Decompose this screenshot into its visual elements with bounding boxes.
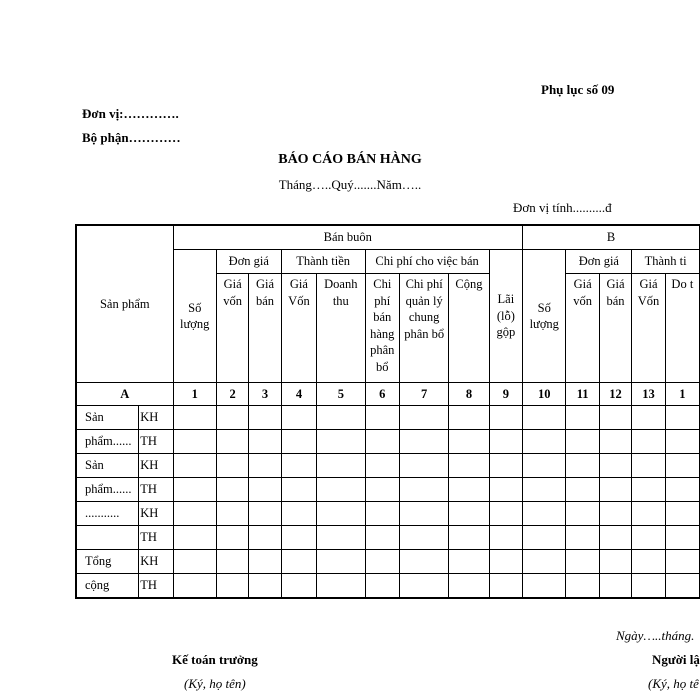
- cost-value-col-header-2: Giá Vốn: [632, 274, 666, 383]
- data-cell[interactable]: [249, 502, 281, 526]
- data-cell[interactable]: [173, 574, 216, 599]
- data-cell[interactable]: [665, 478, 699, 502]
- data-cell[interactable]: [632, 526, 666, 550]
- data-cell[interactable]: [400, 406, 449, 430]
- index-cell: 3: [249, 383, 281, 406]
- data-cell[interactable]: [599, 502, 631, 526]
- data-cell[interactable]: [400, 502, 449, 526]
- unit-field: Đơn vị:………….: [82, 106, 179, 121]
- data-cell[interactable]: [400, 430, 449, 454]
- data-cell[interactable]: [365, 526, 400, 550]
- data-cell[interactable]: [599, 430, 631, 454]
- index-cell: 7: [400, 383, 449, 406]
- product-name: [76, 526, 139, 550]
- amount-subgroup-header: Thành tiền: [281, 250, 365, 274]
- data-cell[interactable]: [365, 574, 400, 599]
- data-cell[interactable]: [400, 454, 449, 478]
- retail-group-header: B: [523, 225, 700, 250]
- data-cell[interactable]: [449, 502, 489, 526]
- sale-price-col-header: Giá bán: [249, 274, 281, 383]
- data-cell[interactable]: [281, 430, 316, 454]
- data-cell[interactable]: [216, 502, 248, 526]
- data-cell[interactable]: [665, 574, 699, 599]
- product-name: Sản: [76, 406, 139, 430]
- column-index-row: [76, 383, 700, 406]
- currency-unit: Đơn vị tính..........đ: [513, 200, 612, 215]
- data-cell[interactable]: [632, 454, 666, 478]
- data-cell[interactable]: [566, 550, 599, 574]
- data-cell[interactable]: [400, 550, 449, 574]
- actual-code: TH: [139, 430, 173, 454]
- data-cell[interactable]: [489, 574, 522, 599]
- index-cell: 5: [317, 383, 365, 406]
- product-name: phẩm......: [76, 430, 139, 454]
- data-cell[interactable]: [449, 478, 489, 502]
- data-cell[interactable]: [632, 478, 666, 502]
- data-cell[interactable]: [281, 574, 316, 599]
- selling-cost-col-header: Chi phí bán hàng phân bổ: [365, 274, 400, 383]
- report-date: Ngày…..tháng.: [616, 628, 695, 643]
- data-cell[interactable]: [400, 478, 449, 502]
- revenue-col-header-2: Do t: [665, 274, 699, 383]
- actual-code: TH: [139, 574, 173, 599]
- total-cost-col-header: Cộng: [449, 274, 489, 383]
- data-cell[interactable]: [566, 454, 599, 478]
- table-row: [76, 406, 700, 430]
- data-cell[interactable]: [523, 478, 566, 502]
- data-cell[interactable]: [216, 454, 248, 478]
- index-cell: 4: [281, 383, 316, 406]
- data-cell[interactable]: [566, 502, 599, 526]
- cost-price-col-header: Giá vốn: [216, 274, 248, 383]
- unit-price-subgroup-header: Đơn giá: [216, 250, 281, 274]
- table-row: [76, 478, 700, 502]
- unit-price-subgroup-header-2: Đơn giá: [566, 250, 632, 274]
- data-cell[interactable]: [632, 550, 666, 574]
- data-cell[interactable]: [489, 430, 522, 454]
- quantity-col-header: Số lượng: [173, 250, 216, 383]
- data-cell[interactable]: [317, 478, 365, 502]
- department-field: Bộ phận…………: [82, 130, 181, 145]
- data-cell[interactable]: [523, 526, 566, 550]
- product-name: Sản: [76, 454, 139, 478]
- data-cell[interactable]: [599, 478, 631, 502]
- data-cell[interactable]: [449, 430, 489, 454]
- data-cell[interactable]: [566, 574, 599, 599]
- data-cell[interactable]: [449, 406, 489, 430]
- index-cell: 6: [365, 383, 400, 406]
- table-row: [76, 502, 700, 526]
- data-cell[interactable]: [281, 502, 316, 526]
- revenue-col-header: Doanh thu: [317, 274, 365, 383]
- data-cell[interactable]: [665, 406, 699, 430]
- data-cell[interactable]: [216, 478, 248, 502]
- chief-accountant-signature-note: (Ký, họ tên): [184, 676, 246, 691]
- data-cell[interactable]: [173, 406, 216, 430]
- data-cell[interactable]: [449, 526, 489, 550]
- data-cell[interactable]: [317, 406, 365, 430]
- index-cell: 1: [665, 383, 699, 406]
- data-cell[interactable]: [523, 574, 566, 599]
- data-cell[interactable]: [216, 574, 248, 599]
- data-cell[interactable]: [249, 406, 281, 430]
- data-cell[interactable]: [400, 574, 449, 599]
- data-cell[interactable]: [632, 406, 666, 430]
- gross-profit-col-header: Lãi (lỗ) gộp: [489, 250, 522, 383]
- actual-code: TH: [139, 526, 173, 550]
- sales-report-table: [75, 224, 700, 599]
- data-cell[interactable]: [249, 526, 281, 550]
- data-cell[interactable]: [489, 550, 522, 574]
- data-cell[interactable]: [365, 502, 400, 526]
- data-cell[interactable]: [599, 574, 631, 599]
- total-label: Tổng: [76, 550, 139, 574]
- data-cell[interactable]: [317, 526, 365, 550]
- data-cell[interactable]: [281, 406, 316, 430]
- data-cell[interactable]: [632, 574, 666, 599]
- table-row: [76, 430, 700, 454]
- table-row: [76, 454, 700, 478]
- data-cell[interactable]: [665, 502, 699, 526]
- data-cell[interactable]: [566, 478, 599, 502]
- data-cell[interactable]: [317, 430, 365, 454]
- data-cell[interactable]: [365, 550, 400, 574]
- data-cell[interactable]: [281, 526, 316, 550]
- data-cell[interactable]: [281, 478, 316, 502]
- data-cell[interactable]: [173, 478, 216, 502]
- data-cell[interactable]: [281, 550, 316, 574]
- data-cell[interactable]: [523, 454, 566, 478]
- chief-accountant-title: Kế toán trưởng: [172, 652, 258, 667]
- plan-code: KH: [139, 550, 173, 574]
- data-cell[interactable]: [665, 526, 699, 550]
- data-cell[interactable]: [632, 430, 666, 454]
- data-cell[interactable]: [216, 406, 248, 430]
- data-cell[interactable]: [489, 502, 522, 526]
- index-cell: 12: [599, 383, 631, 406]
- data-cell[interactable]: [216, 526, 248, 550]
- data-cell[interactable]: [317, 502, 365, 526]
- sale-price-col-header-2: Giá bán: [599, 274, 631, 383]
- data-cell[interactable]: [365, 406, 400, 430]
- data-cell[interactable]: [665, 430, 699, 454]
- data-cell[interactable]: [173, 502, 216, 526]
- actual-code: TH: [139, 478, 173, 502]
- data-cell[interactable]: [365, 454, 400, 478]
- product-name: phẩm......: [76, 478, 139, 502]
- data-cell[interactable]: [365, 478, 400, 502]
- data-cell[interactable]: [489, 454, 522, 478]
- table-row: [76, 526, 700, 550]
- data-cell[interactable]: [216, 430, 248, 454]
- plan-code: KH: [139, 454, 173, 478]
- data-cell[interactable]: [665, 550, 699, 574]
- data-cell[interactable]: [173, 430, 216, 454]
- data-cell[interactable]: [523, 406, 566, 430]
- table-row: [76, 550, 700, 574]
- data-cell[interactable]: [281, 454, 316, 478]
- data-cell[interactable]: [599, 406, 631, 430]
- data-cell[interactable]: [400, 526, 449, 550]
- data-cell[interactable]: [566, 430, 599, 454]
- data-cell[interactable]: [599, 454, 631, 478]
- data-cell[interactable]: [249, 430, 281, 454]
- wholesale-group-header: Bán buôn: [173, 225, 523, 250]
- data-cell[interactable]: [489, 526, 522, 550]
- total-label: cộng: [76, 574, 139, 599]
- preparer-title: Người lậ: [652, 652, 700, 667]
- data-cell[interactable]: [365, 430, 400, 454]
- data-cell[interactable]: [317, 550, 365, 574]
- data-cell[interactable]: [599, 526, 631, 550]
- data-cell[interactable]: [249, 574, 281, 599]
- index-cell: 1: [173, 383, 216, 406]
- admin-cost-col-header: Chi phí quản lý chung phân bổ: [400, 274, 449, 383]
- index-cell: 8: [449, 383, 489, 406]
- data-cell[interactable]: [665, 454, 699, 478]
- index-cell: 13: [632, 383, 666, 406]
- data-cell[interactable]: [449, 550, 489, 574]
- product-name: ...........: [76, 502, 139, 526]
- data-cell[interactable]: [216, 550, 248, 574]
- report-period: Tháng…..Quý.......Năm…..: [278, 177, 422, 192]
- data-cell[interactable]: [449, 454, 489, 478]
- data-cell[interactable]: [249, 454, 281, 478]
- index-cell: A: [76, 383, 173, 406]
- data-cell[interactable]: [599, 550, 631, 574]
- data-cell[interactable]: [317, 574, 365, 599]
- cost-price-col-header-2: Giá vốn: [566, 274, 599, 383]
- index-cell: 11: [566, 383, 599, 406]
- data-cell[interactable]: [449, 574, 489, 599]
- report-title: BÁO CÁO BÁN HÀNG: [278, 152, 422, 167]
- quantity-col-header-2: Số lượng: [523, 250, 566, 383]
- data-cell[interactable]: [632, 502, 666, 526]
- data-cell[interactable]: [523, 502, 566, 526]
- data-cell[interactable]: [489, 478, 522, 502]
- cost-value-col-header: Giá Vốn: [281, 274, 316, 383]
- plan-code: KH: [139, 502, 173, 526]
- data-cell[interactable]: [173, 550, 216, 574]
- index-cell: 10: [523, 383, 566, 406]
- data-cell[interactable]: [173, 526, 216, 550]
- table-row: [76, 574, 700, 599]
- data-cell[interactable]: [523, 550, 566, 574]
- data-cell[interactable]: [566, 406, 599, 430]
- appendix-number: Phụ lục số 09: [541, 82, 615, 97]
- amount-subgroup-header-2: Thành ti: [632, 250, 700, 274]
- index-cell: 2: [216, 383, 248, 406]
- plan-code: KH: [139, 406, 173, 430]
- data-cell[interactable]: [249, 478, 281, 502]
- data-cell[interactable]: [173, 454, 216, 478]
- preparer-signature-note: (Ký, họ tê: [648, 676, 699, 691]
- data-cell[interactable]: [523, 430, 566, 454]
- data-cell[interactable]: [566, 526, 599, 550]
- data-cell[interactable]: [317, 454, 365, 478]
- data-cell[interactable]: [489, 406, 522, 430]
- product-header: Sản phẩm: [76, 225, 173, 383]
- index-cell: 9: [489, 383, 522, 406]
- data-cell[interactable]: [249, 550, 281, 574]
- selling-costs-subgroup-header: Chi phí cho việc bán: [365, 250, 489, 274]
